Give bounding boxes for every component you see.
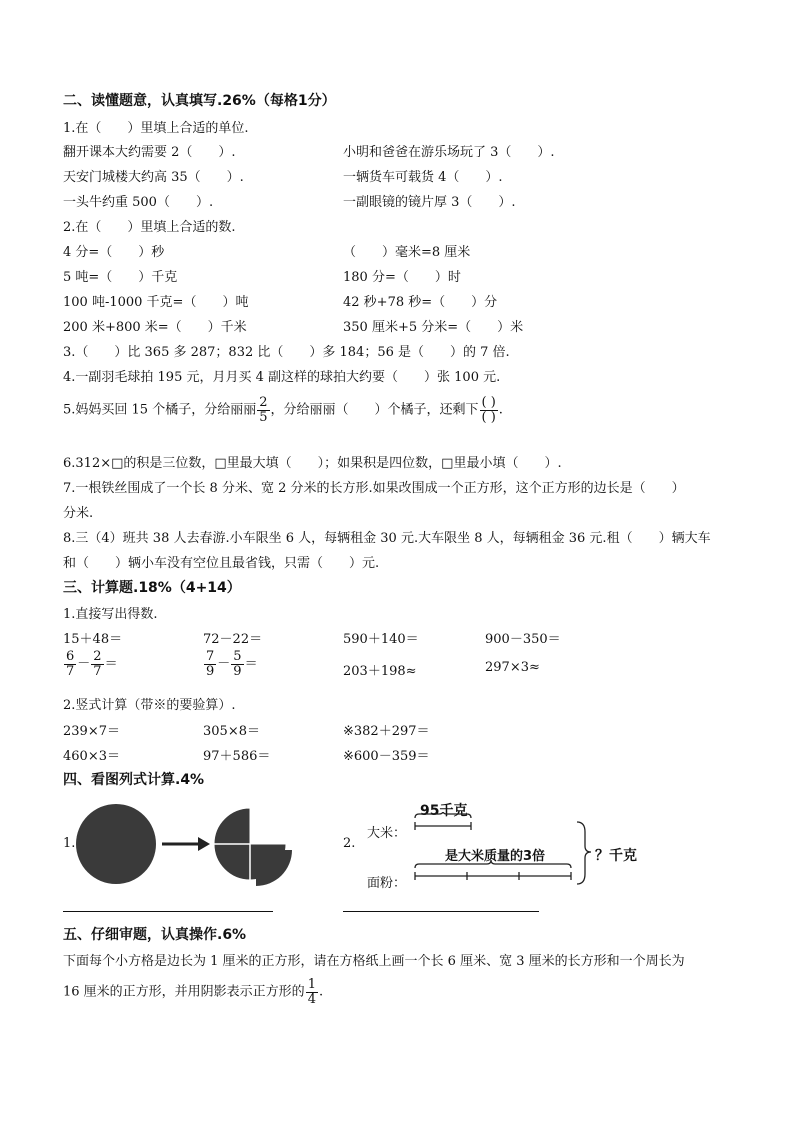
q7-line1: 7.一根铁丝围成了一个长 8 分米、宽 2 分米的长方形.如果改围成一个正方形，这个正方形的边长是（ ）	[63, 481, 685, 496]
frac1-op: －	[77, 656, 91, 672]
q1-d: 一辆货车可载货 4（ ）.	[343, 170, 503, 185]
q1-e: 一头牛约重 500（ ）.	[63, 195, 214, 210]
whole-circle	[76, 804, 156, 884]
q4: 4.一副羽毛球拍 195 元，月月买 4 副这样的球拍大约要（ ）张 100 元.	[63, 370, 501, 385]
calc-r1-b: 72－22＝	[203, 632, 263, 647]
q1-f: 一副眼镜的镜片厚 3（ ）.	[343, 195, 516, 210]
q2-f: 42 秒+78 秒=（ ）分	[343, 295, 498, 310]
q5-blank-den: ( )	[481, 409, 496, 425]
sec5-line2-pre: 16 厘米的正方形，并用阴影表示正方形的	[63, 984, 305, 1000]
calc-r2-d: 297×3≈	[485, 660, 540, 675]
answer-line-1[interactable]	[63, 911, 273, 912]
q1-a: 翻开课本大约需要 2（ ）.	[63, 145, 236, 160]
section-4-title: 四、看图列式计算.4%	[63, 772, 205, 788]
section-5-title: 五、仔细审题，认真操作.6%	[63, 927, 247, 943]
figure-2-label: 2.	[343, 836, 356, 851]
q5-mid: ，分给丽丽（ ）个橘子，还剩下	[270, 402, 479, 418]
line-segment-diagram	[405, 812, 595, 890]
q5-frac-den: 5	[259, 409, 268, 425]
q2-d: 180 分=（ ）时	[343, 270, 461, 285]
circle-fraction-figure	[72, 800, 312, 900]
q2-h: 350 厘米+5 分米=（ ）米	[343, 320, 524, 335]
vert-r2-a: 460×3＝	[63, 749, 120, 764]
q5-blank-num: ( )	[481, 395, 496, 410]
q2-stem: 2.在（ ）里填上合适的数.	[63, 220, 236, 235]
calc-frac-1	[63, 650, 118, 678]
rice-label: 大米：	[367, 826, 407, 841]
sec5-line1: 下面每个小方格是边长为 1 厘米的正方形，请在方格纸上画一个长 6 厘米、宽 3 厘米的长方形和一个周长为	[63, 954, 685, 969]
frac1-d1: 7	[66, 663, 75, 679]
frac2-eq: ＝	[244, 656, 258, 672]
calc-r1-a: 15＋48＝	[63, 632, 123, 647]
q2-c: 5 吨=（ ）千克	[63, 270, 178, 285]
flour-label: 面粉：	[367, 876, 407, 891]
calc-r1-c: 590＋140＝	[343, 632, 419, 647]
sec5-frac-num: 1	[307, 977, 316, 992]
vert-r1-b: 305×8＝	[203, 724, 260, 739]
q1-b: 小明和爸爸在游乐场玩了 3（ ）.	[343, 145, 555, 160]
split-circle	[214, 808, 292, 886]
q5-blank-fraction	[480, 396, 498, 424]
rice-segment	[415, 822, 471, 830]
calc-frac-2	[203, 650, 258, 678]
q2-a: 4 分=（ ）秒	[63, 245, 165, 260]
multiple-label: 是大米质量的3倍	[445, 849, 546, 864]
q3: 3.（ ）比 365 多 287；832 比（ ）多 184；56 是（ ）的 7 倍.	[63, 345, 510, 360]
frac1-eq: ＝	[104, 656, 118, 672]
q8-line1: 8.三（4）班共 38 人去春游.小车限坐 6 人，每辆租金 30 元.大车限坐 8 人，每辆租金 36 元.租（ ）辆大车	[63, 531, 711, 546]
flour-segment	[415, 872, 571, 880]
q5	[63, 396, 503, 424]
arrow-icon	[162, 837, 210, 851]
vert-r2-b: 97＋586＝	[203, 749, 271, 764]
q8-line2: 和（ ）辆小车没有空位且最省钱，只需（ ）元.	[63, 556, 380, 571]
total-brace	[577, 822, 591, 884]
vert-r2-c: ※600－359＝	[343, 749, 430, 764]
calc-q2-stem: 2.竖式计算（带※的要验算）.	[63, 698, 236, 713]
q7-line2: 分米.	[63, 506, 94, 521]
figure-1-label: 1.	[63, 836, 76, 851]
calc-r2-c: 203＋198≈	[343, 664, 417, 679]
calc-q1-stem: 1.直接写出得数.	[63, 607, 158, 622]
q5-frac-num: 2	[259, 395, 268, 410]
frac2-n1: 7	[206, 649, 215, 664]
q2-b: （ ）毫米=8 厘米	[343, 245, 471, 260]
q1-c: 天安门城楼大约高 35（ ）.	[63, 170, 244, 185]
q5-post: .	[498, 402, 503, 418]
answer-line-2[interactable]	[343, 911, 539, 912]
q2-e: 100 吨-1000 千克=（ ）吨	[63, 295, 249, 310]
calc-r1-d: 900－350＝	[485, 632, 561, 647]
frac2-d1: 9	[206, 663, 215, 679]
sec5-fraction	[306, 978, 318, 1006]
vert-r1-a: 239×7＝	[63, 724, 120, 739]
section-3-title: 三、计算题.18%（4+14）	[63, 580, 241, 596]
sec5-line2-post: .	[318, 984, 324, 1000]
frac2-n2: 5	[233, 649, 242, 664]
q5-fraction	[257, 396, 269, 424]
rice-weight-label: 95千克	[420, 803, 468, 819]
q5-pre: 5.妈妈买回 15 个橘子，分给丽丽	[63, 402, 257, 418]
section-2-title: 二、读懂题意，认真填写.26%（每格1分）	[63, 93, 336, 109]
q2-g: 200 米+800 米=（ ）千米	[63, 320, 247, 335]
sec5-line2	[63, 978, 323, 1006]
frac2-d2: 9	[233, 663, 242, 679]
question-weight: ？千克	[595, 848, 637, 864]
sec5-frac-den: 4	[307, 991, 316, 1007]
vert-r1-c: ※382＋297＝	[343, 724, 430, 739]
frac1-n1: 6	[66, 649, 75, 664]
q6: 6.312×□的积是三位数，□里最大填（ ）；如果积是四位数，□里最小填（ ）.	[63, 456, 562, 471]
frac1-n2: 2	[93, 649, 102, 664]
frac2-op: －	[217, 656, 231, 672]
q1-stem: 1.在（ ）里填上合适的单位.	[63, 121, 249, 136]
frac1-d2: 7	[93, 663, 102, 679]
